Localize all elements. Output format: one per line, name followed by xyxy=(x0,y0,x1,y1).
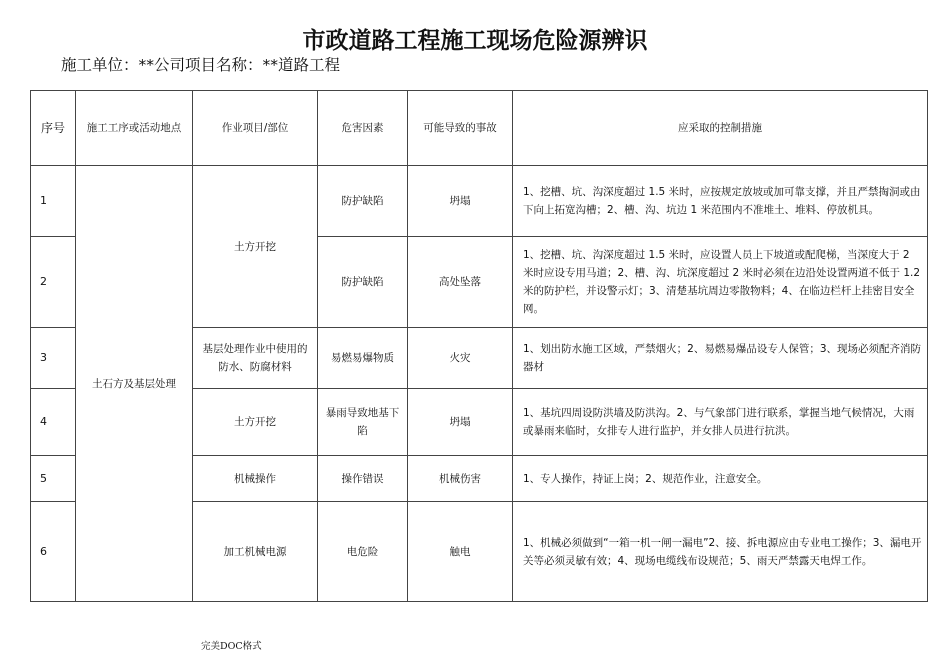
row-seq: 1 xyxy=(31,166,76,237)
row-measures: 1、专人操作，持证上岗；2、规范作业，注意安全。 xyxy=(513,456,928,502)
process-group-cell: 土石方及基层处理 xyxy=(76,166,193,602)
row-seq: 3 xyxy=(31,328,76,389)
row-hazard: 操作错误 xyxy=(318,456,408,502)
header-seq: 序号 xyxy=(31,91,76,166)
header-hazard: 危害因素 xyxy=(318,91,408,166)
row-measures: 1、基坑四周设防洪墙及防洪沟。2、与气象部门进行联系，掌握当地气候情况，大雨或暴雨来临时，女排专人进行监护，并女排人员进行抗洪。 xyxy=(513,389,928,456)
row-measures: 1、机械必须做到“一箱一机一闸一漏电”2、接、拆电源应由专业电工操作；3、漏电开关等必须灵敏有效；4、现场电缆线布设规范；5、雨天严禁露天电焊工作。 xyxy=(513,502,928,602)
row-hazard: 电危险 xyxy=(318,502,408,602)
row-accident: 高处坠落 xyxy=(408,237,513,328)
row-measures: 1、划出防水施工区域，严禁烟火；2、易燃易爆品设专人保管；3、现场必须配齐消防器材 xyxy=(513,328,928,389)
row-hazard: 暴雨导致地基下陷 xyxy=(318,389,408,456)
row-item: 加工机械电源 xyxy=(193,502,318,602)
document-title: 市政道路工程施工现场危险源辨识 xyxy=(302,28,648,54)
header-accident: 可能导致的事故 xyxy=(408,91,513,166)
footer-note: 完美DOC格式 xyxy=(201,641,262,652)
row-seq: 6 xyxy=(31,502,76,602)
row-hazard: 防护缺陷 xyxy=(318,237,408,328)
row-hazard: 易燃易爆物质 xyxy=(318,328,408,389)
row-item: 机械操作 xyxy=(193,456,318,502)
row-accident: 坍塌 xyxy=(408,166,513,237)
row-item: 土方开挖 xyxy=(193,166,318,328)
row-seq: 4 xyxy=(31,389,76,456)
table-header-row xyxy=(31,91,928,166)
header-process: 施工工序或活动地点 xyxy=(76,91,193,166)
hazard-identification-table xyxy=(30,90,928,602)
row-item: 土方开挖 xyxy=(193,389,318,456)
row-seq: 5 xyxy=(31,456,76,502)
row-accident: 坍塌 xyxy=(408,389,513,456)
table-row xyxy=(31,166,928,237)
row-measures: 1、挖槽、坑、沟深度超过 1.5 米时，应按规定放坡或加可靠支撑，并且严禁掏洞或由下向上拓宽沟槽；2、槽、沟、坑边 1 米范围内不准堆土、堆料、停放机具。 xyxy=(513,166,928,237)
construction-unit-line: 施工单位：**公司项目名称：**道路工程 xyxy=(61,56,341,74)
row-hazard: 防护缺陷 xyxy=(318,166,408,237)
header-measures: 应采取的控制措施 xyxy=(513,91,928,166)
row-measures: 1、挖槽、坑、沟深度超过 1.5 米时，应设置人员上下坡道或配爬梯，当深度大于 2 米时应设专用马道；2、槽、沟、坑深度超过 2 米时必须在边沿处设置两道不低于 1.2 米的防护栏，并设警示灯；3、清楚基坑周边零散物料；4、在临边栏杆上挂密目安全网。 xyxy=(513,237,928,328)
row-accident: 火灾 xyxy=(408,328,513,389)
row-accident: 机械伤害 xyxy=(408,456,513,502)
header-item: 作业项目/部位 xyxy=(193,91,318,166)
row-item: 基层处理作业中使用的防水、防腐材料 xyxy=(193,328,318,389)
row-seq: 2 xyxy=(31,237,76,328)
row-accident: 触电 xyxy=(408,502,513,602)
